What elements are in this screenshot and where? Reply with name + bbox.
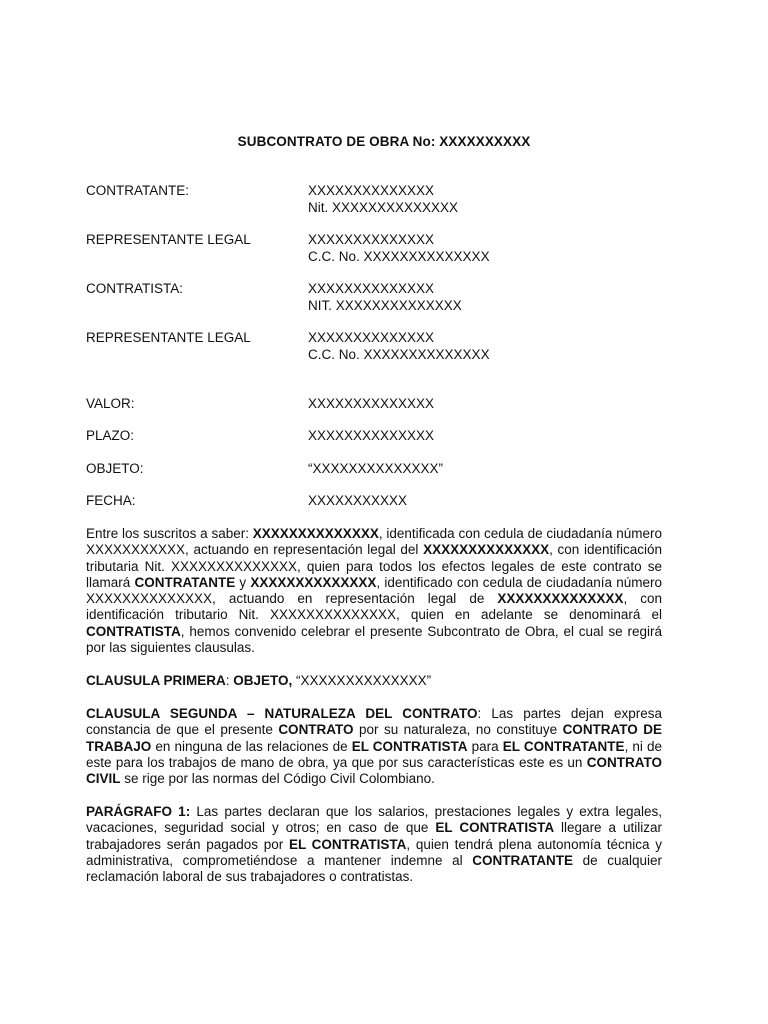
text-run: y (235, 574, 251, 590)
field-value: XXXXXXXXXXXXXX (308, 183, 435, 198)
bold-run: OBJETO, (233, 673, 293, 688)
field-label: REPRESENTANTE LEGAL (86, 330, 251, 345)
text-run: se rige por las normas del Código Civil Colombiano. (120, 771, 435, 787)
text-run: , ni de este para los trabajos de mano de obra, ya que por sus características este es un (86, 738, 662, 770)
text-run: , hemos convenido celebrar el presente Subcontrato de Obra, el cual se regirá por las siguientes clausulas. (86, 623, 662, 656)
field-value: XXXXXXXXXXXXXX (308, 396, 435, 411)
paragrafo-1 (86, 804, 662, 885)
clausula-segunda (86, 706, 662, 787)
field-value: XXXXXXXXXXXXXX (308, 428, 435, 443)
bold-run: CONTRATANTE (134, 574, 236, 590)
field-label: VALOR: (86, 396, 135, 411)
text-run: para (467, 738, 503, 754)
bold-run: CONTRATO (278, 722, 354, 738)
text-run: en ninguna de las relaciones de (151, 738, 352, 754)
document-title: SUBCONTRATO DE OBRA No: XXXXXXXXXX (237, 134, 531, 149)
intro-paragraph (86, 526, 662, 656)
field-label: OBJETO: (86, 461, 144, 476)
field-value: XXXXXXXXXXXXXX (308, 281, 435, 296)
text-run: Las partes declaran que los salarios, prestaciones legales y extra legales, vacaciones, seguridad social y otros; en caso de que (86, 804, 662, 836)
text-run: por su naturaleza, no constituye (353, 722, 563, 738)
field-label: REPRESENTANTE LEGAL (86, 232, 251, 247)
bold-run: XXXXXXXXXXXXXX (250, 574, 377, 590)
field-value: XXXXXXXXXXXXXX (308, 232, 435, 247)
text-run: , quien tendrá plena autonomía técnica y administrativa, comprometiéndose a mantener indemne al (86, 836, 663, 868)
text-run: de cualquier reclamación laboral de sus trabajadores o contratistas. (86, 852, 662, 885)
field-value-secondary: NIT. XXXXXXXXXXXXXX (308, 298, 462, 313)
bold-run: CONTRATO CIVIL (86, 754, 662, 787)
clausula-primera (86, 673, 662, 689)
bold-run: CONTRATO DE TRABAJO (86, 722, 662, 754)
field-value-secondary: C.C. No. XXXXXXXXXXXXXX (308, 347, 490, 362)
bold-run: EL CONTRATISTA (288, 836, 407, 852)
bold-run: XXXXXXXXXXXXXX (497, 591, 624, 607)
bold-run: CONTRATANTE (472, 852, 573, 868)
bold-run: PARÁGRAFO 1: (86, 804, 191, 819)
field-label: CONTRATANTE: (86, 183, 189, 198)
bold-run: CLAUSULA PRIMERA (86, 673, 226, 688)
text-run: “XXXXXXXXXXXXXX” (292, 673, 432, 688)
bold-run: EL CONTRATANTE (502, 738, 625, 754)
text-run: Entre los suscritos a saber: (86, 526, 253, 541)
bold-run: CONTRATISTA (86, 623, 181, 639)
text-run: , con identificación tributario Nit. XXXXXXXXXXXXXX, quien en adelante se denominará el (86, 591, 662, 623)
bold-run: XXXXXXXXXXXXXX (252, 526, 379, 541)
bold-run: EL CONTRATISTA (435, 820, 555, 836)
text-run: llegare a utilizar trabajadores serán pagados por (86, 820, 663, 852)
field-label: FECHA: (86, 493, 136, 508)
field-value: XXXXXXXXXXX (308, 493, 408, 508)
field-value-secondary: C.C. No. XXXXXXXXXXXXXX (308, 249, 490, 264)
text-run: : Las partes dejan expresa constancia de que el presente (86, 706, 662, 738)
bold-run: EL CONTRATISTA (351, 738, 468, 754)
field-value: XXXXXXXXXXXXXX (308, 330, 435, 345)
text-run: , con identificación tributaria Nit. XXXXXXXXXXXXXX, quien para todos los efectos legales de este contrato se llamará (86, 542, 662, 590)
text-run: , identificado con cedula de ciudadanía número XXXXXXXXXXXXXX, actuando en representación legal de (86, 574, 663, 607)
field-label: CONTRATISTA: (86, 281, 183, 296)
text-run: : (225, 673, 234, 688)
bold-run: XXXXXXXXXXXXXX (423, 542, 550, 558)
field-value-secondary: Nit. XXXXXXXXXXXXXX (308, 200, 459, 215)
field-value: “XXXXXXXXXXXXXX” (308, 461, 444, 476)
text-run: , identificada con cedula de ciudadanía número XXXXXXXXXXX, actuando en representación legal del (86, 526, 662, 558)
bold-run: CLAUSULA SEGUNDA – NATURALEZA DEL CONTRATO (86, 706, 478, 721)
field-label: PLAZO: (86, 428, 135, 443)
